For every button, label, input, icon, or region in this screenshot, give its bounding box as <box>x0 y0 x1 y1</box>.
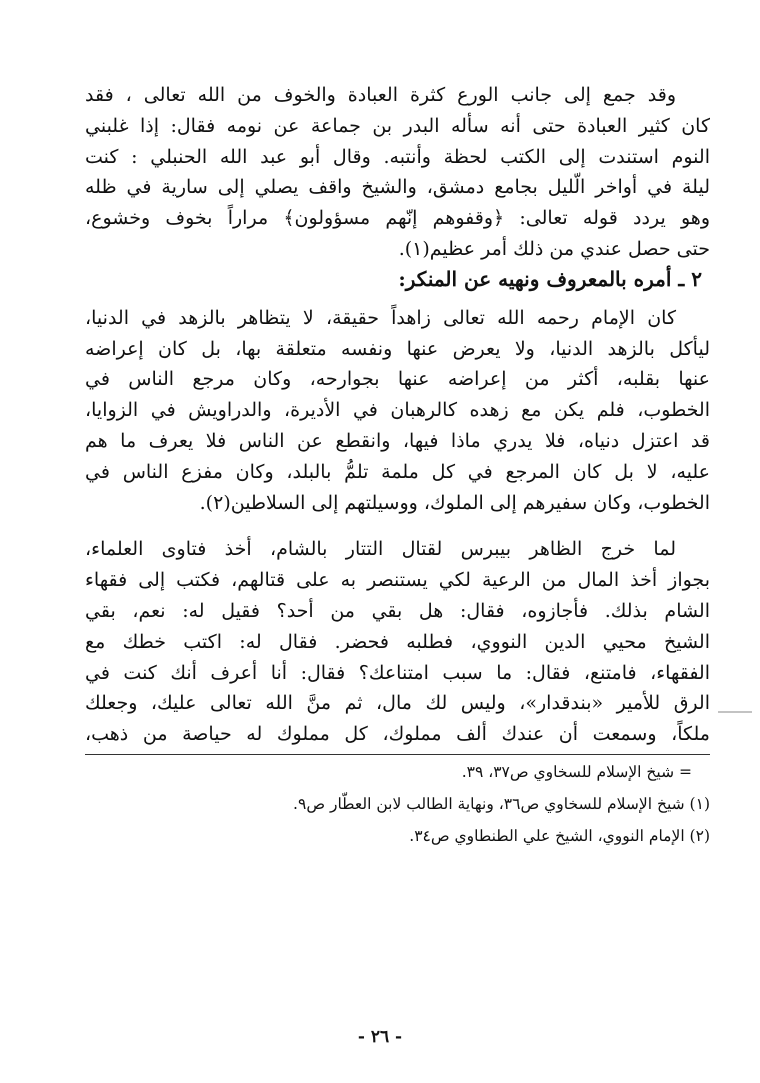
scan-edge-mark <box>718 711 752 713</box>
text-line: الخطوب، فلم يكن مع زهده كالرهبان في الأديرة، والدراويش في الزوايا، <box>85 399 710 422</box>
text-line: الرق للأمير «بندقدار»، وليس لك مال، ثم منَّ الله تعالى عليك، وجعلك <box>85 692 710 715</box>
text-line: لما خرج الظاهر بيبرس لقتال التتار بالشام، أخذ فتاوى العلماء، <box>85 538 676 561</box>
text-line: الشام بذلك. فأجازوه، فقال: هل بقي من أحد؟ فقيل له: نعم، بقي <box>85 599 710 622</box>
text-line: عليه، لا بل كان المرجع في كل ملمة تلمُّ بالبلد، وكان مفزع الناس في <box>85 460 710 483</box>
text-line: وهو يردد قوله تعالى: ﴿وقفوهم إنّهم مسؤولون﴾ مراراً بخوف وخشوع، <box>85 207 710 230</box>
text-line: ليلة في أواخر الّليل بجامع دمشق، والشيخ واقف يصلي إلى سارية في ظله <box>85 176 710 199</box>
footnote-2: (٢) الإمام النووي، الشيخ علي الطنطاوي ص٣٤. <box>409 826 710 845</box>
footnote-continuation: = شيخ الإسلام للسخاوي ص٣٧، ٣٩. <box>461 762 692 781</box>
text-line: قد اعتزل دنياه، فلا يدري ماذا فيها، وانقطع عن الناس فلا يعرف ما هم <box>85 429 710 452</box>
paragraph-asceticism <box>85 303 710 519</box>
book-page <box>85 80 710 857</box>
footnotes <box>85 761 710 847</box>
text-line: الفقهاء، فامتنع، فقال: ما سبب امتناعك؟ فقال: أنا أعرف أنك كنت في <box>85 661 710 684</box>
paragraph-worship <box>85 80 710 265</box>
footnote-divider <box>85 754 710 755</box>
text-line: عنها بقلبه، أكثر من إعراضه عنها بجوارحه، وكان مرجع الناس في <box>85 368 710 391</box>
text-line: كان الإمام رحمه الله تعالى زاهداً حقيقة، لا يتظاهر بالزهد في الدنيا، <box>85 306 676 329</box>
text-line: الشيخ محيي الدين النووي، فطلبه فحضر. فقال له: اكتب خطك مع <box>85 630 710 653</box>
text-line: بجواز أخذ المال من الرعية لكي يستنصر به على قتالهم، فكتب إلى فقهاء <box>85 569 710 592</box>
text-line: الخطوب، وكان سفيرهم إلى الملوك، ووسيلتهم إلى السلاطين(٢). <box>199 491 710 514</box>
footnote-1: (١) شيخ الإسلام للسخاوي ص٣٦، ونهاية الطالب لابن العطّار ص٩. <box>293 794 710 813</box>
section-heading: ٢ ـ أمره بالمعروف ونهيه عن المنكر: <box>398 266 702 291</box>
paragraph-baibars <box>85 534 710 750</box>
text-line: وقد جمع إلى جانب الورع كثرة العبادة والخوف من الله تعالى ، فقد <box>85 84 676 106</box>
text-line: النوم استندت إلى الكتب لحظة وأنتبه. وقال أبو عبد الله الحنبلي : كنت <box>85 145 710 168</box>
text-line: ليأكل بالزهد الدنيا، ولا يعرض عنها ونفسه متعلقة بها، بل كان إعراضه <box>85 337 710 360</box>
text-line: حتى حصل عندي من ذلك أمر عظيم(١). <box>398 237 710 260</box>
text-line: كان كثير العبادة حتى أنه سأله البدر بن جماعة عن نومه فقال: إذا غلبني <box>85 114 710 137</box>
text-line: ملكاً، وسمعت أن عندك ألف مملوك، كل مملوك له حياصة من ذهب، <box>85 723 710 746</box>
page-number: - ٢٦ - <box>357 1027 403 1047</box>
